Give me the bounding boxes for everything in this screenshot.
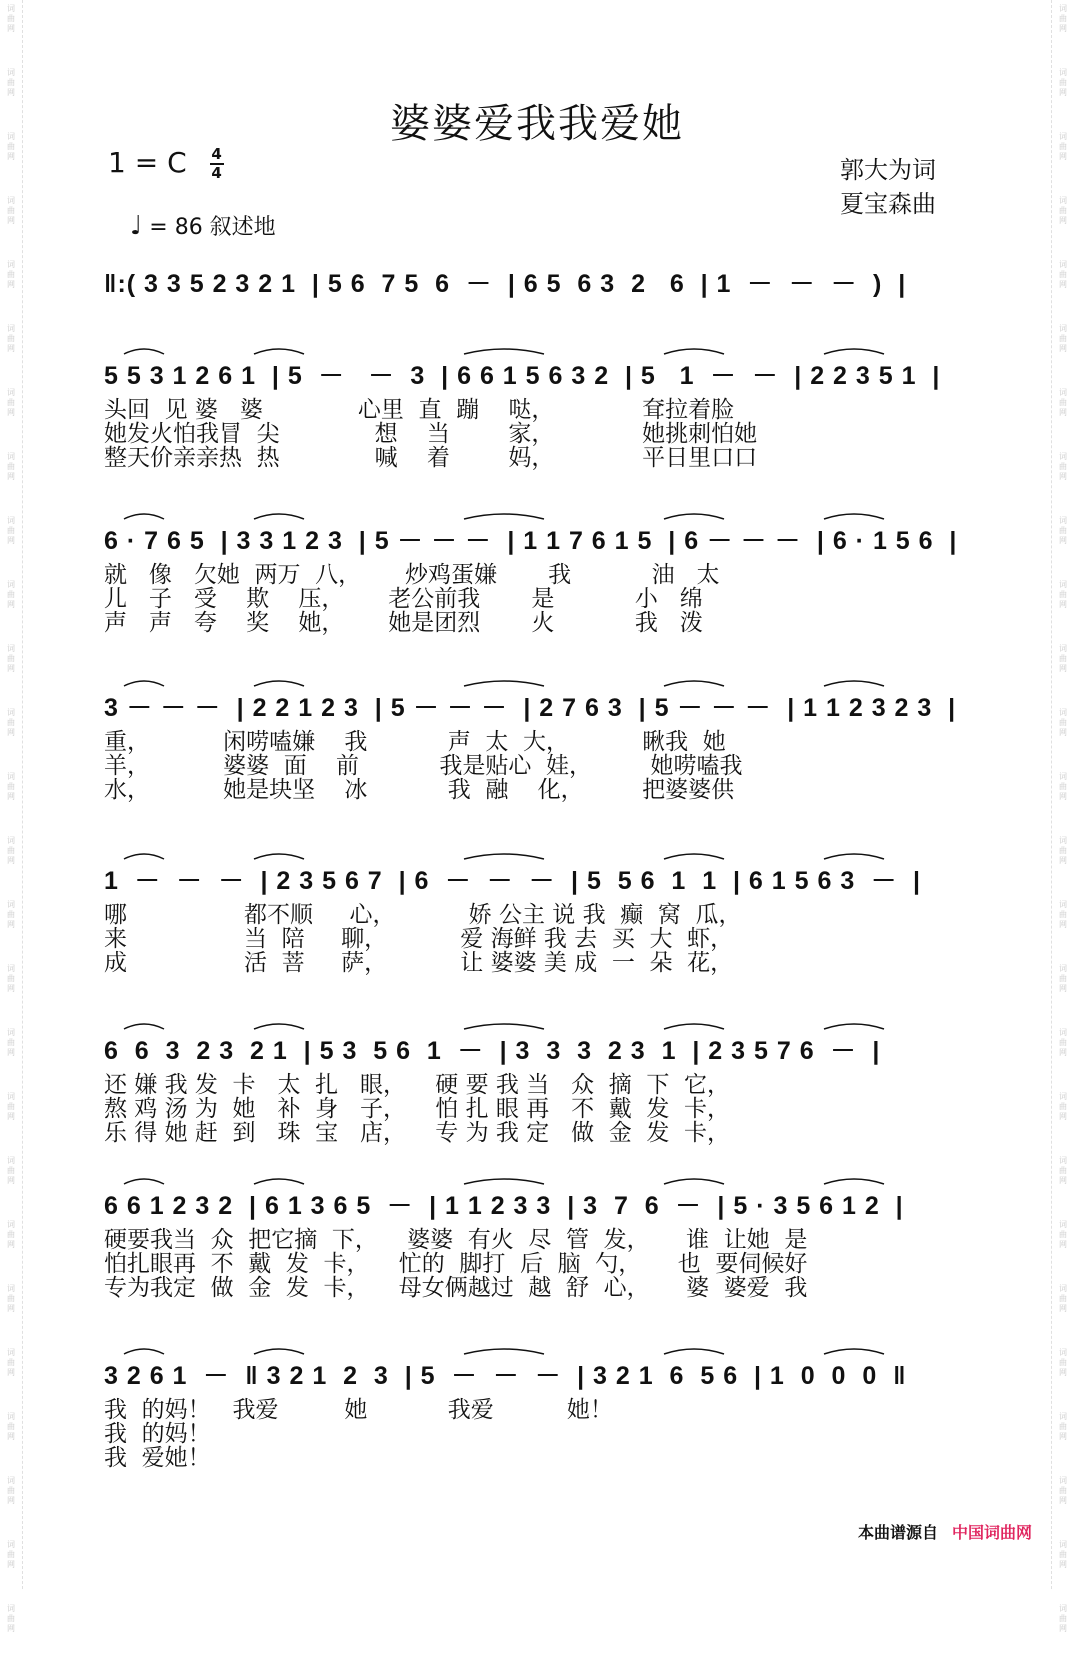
quarter-note-icon: ♩ — [130, 211, 143, 241]
slur-arc — [254, 681, 304, 686]
time-signature — [210, 147, 224, 181]
watermark-char: 网 — [7, 600, 15, 609]
slur-arc — [464, 349, 544, 354]
watermark-char: 曲 — [1059, 1486, 1067, 1495]
lyric-line: 羊， 婆婆 面 前 我是贴心 娃， 她唠嗑我 — [104, 753, 743, 779]
watermark-char: 曲 — [1059, 1422, 1067, 1431]
brand-link[interactable]: 中国词曲网 — [951, 1523, 1032, 1542]
watermark-char: 曲 — [1059, 78, 1067, 87]
watermark-char: 词 — [1059, 1028, 1067, 1037]
watermark-char: 词 — [1059, 1284, 1067, 1293]
watermark-char: 词 — [1059, 1156, 1067, 1165]
lyric-line: 声 声 夸 奖 她， 她是团烈 火 我 泼 — [104, 610, 703, 636]
watermark-char: 曲 — [1059, 206, 1067, 215]
left-border-line — [22, 0, 23, 1589]
lyric-line: 头回 见 婆 婆 心里 直 蹦 哒， 耷拉着脸 — [104, 397, 735, 423]
lyric-line: 她发火怕我冒 尖 想 当 家， 她挑刺怕她 — [104, 421, 758, 447]
jianpu-notes: 6 6 1 2 3 2 | 6 1 3 6 5 － | 1 1 2 3 3 | 3 7 6 － | 5 · 3 5 6 1 2 | — [104, 1192, 904, 1220]
watermark-char: 曲 — [7, 782, 15, 791]
watermark-char: 曲 — [1059, 1230, 1067, 1239]
watermark-char: 网 — [7, 664, 15, 673]
slur-arc — [824, 1179, 884, 1184]
watermark-char: 曲 — [7, 1294, 15, 1303]
watermark-char: 网 — [1059, 408, 1067, 417]
watermark-char: 词 — [7, 708, 15, 717]
watermark-char: 词 — [7, 1348, 15, 1357]
lyricist-credit: 郭大为词 — [840, 156, 936, 184]
lyric-line: 硬要我当 众 把它摘 下， 婆婆 有火 尽 管 发， 谁 让她 是 — [104, 1227, 808, 1253]
watermark-char: 曲 — [7, 462, 15, 471]
score-system — [104, 682, 970, 802]
watermark-char: 曲 — [7, 334, 15, 343]
slur-marks — [104, 849, 970, 861]
jianpu-notes: 6 · 7 6 5 | 3 3 1 2 3 | 5 － － － | 1 1 7 6 1 5 | 6 － － － | 6 · 1 5 6 | — [104, 527, 958, 555]
watermark-char: 曲 — [1059, 718, 1067, 727]
watermark-char: 网 — [7, 1368, 15, 1377]
slur-arc — [254, 1349, 304, 1354]
tempo-marking — [130, 210, 276, 241]
watermark-char: 词 — [1059, 1604, 1067, 1613]
watermark-char: 网 — [7, 1432, 15, 1441]
slur-marks — [104, 1344, 970, 1356]
slur-arc — [824, 854, 884, 859]
watermark-char: 词 — [1059, 196, 1067, 205]
slur-arc — [124, 514, 164, 519]
lyric-line: 来 当 陪 聊， 爱 海鲜 我 去 买 大 虾， — [104, 926, 734, 952]
slur-arc — [664, 854, 724, 859]
slur-arc — [824, 1024, 884, 1029]
watermark-char: 曲 — [1059, 1038, 1067, 1047]
watermark-char: 网 — [1059, 664, 1067, 673]
watermark-char: 曲 — [1059, 590, 1067, 599]
slur-arc — [124, 854, 164, 859]
slur-marks — [104, 1174, 970, 1186]
slur-arc — [824, 514, 884, 519]
lyrics-block — [104, 903, 970, 975]
watermark-char: 曲 — [7, 526, 15, 535]
watermark-char: 词 — [1059, 1412, 1067, 1421]
watermark-char: 网 — [7, 1304, 15, 1313]
source-label: 本曲谱源自 — [857, 1523, 938, 1542]
lyrics-block — [104, 730, 970, 802]
slur-arc — [664, 1179, 724, 1184]
watermark-char: 词 — [7, 580, 15, 589]
slur-arc — [824, 1349, 884, 1354]
lyric-line: 就 像 欠她 两万 八， 炒鸡蛋嫌 我 油 太 — [104, 562, 720, 588]
lyric-line: 专为我定 做 金 发 卡， 母女俩越过 越 舒 心， 婆 婆爱 我 — [104, 1275, 808, 1301]
watermark-char: 曲 — [7, 1486, 15, 1495]
watermark-char: 曲 — [1059, 782, 1067, 791]
notation-line — [104, 515, 970, 555]
watermark-char: 曲 — [1059, 1166, 1067, 1175]
watermark-char: 网 — [1059, 984, 1067, 993]
slur-arc — [124, 1024, 164, 1029]
notation-line — [104, 1025, 970, 1065]
slur-marks — [104, 509, 970, 521]
lyric-line: 我 的妈！ 我爱 她 我爱 她！ — [104, 1397, 613, 1423]
watermark-char: 曲 — [1059, 398, 1067, 407]
watermark-char: 曲 — [1059, 462, 1067, 471]
watermark-char: 词 — [1059, 324, 1067, 333]
watermark-char: 曲 — [7, 78, 15, 87]
watermark-char: 网 — [1059, 920, 1067, 929]
watermark-char: 曲 — [1059, 14, 1067, 23]
tempo-text: = 86 叙述地 — [149, 215, 276, 240]
lyrics-block — [104, 563, 970, 635]
slur-arc — [254, 1024, 304, 1029]
watermark-char: 词 — [1059, 580, 1067, 589]
time-signature-bottom: 4 — [211, 164, 222, 182]
watermark-char: 曲 — [1059, 1102, 1067, 1111]
slur-marks — [104, 676, 970, 688]
watermark-char: 曲 — [1059, 1294, 1067, 1303]
watermark-char: 词 — [1059, 260, 1067, 269]
watermark-char: 词 — [1059, 452, 1067, 461]
watermark-char: 词 — [1059, 132, 1067, 141]
slur-arc — [254, 1179, 304, 1184]
slur-arc — [254, 514, 304, 519]
watermark-char: 词 — [7, 1220, 15, 1229]
watermark-char: 曲 — [1059, 974, 1067, 983]
notation-line — [104, 350, 970, 390]
watermark-char: 词 — [7, 1412, 15, 1421]
watermark-char: 网 — [1059, 1304, 1067, 1313]
slur-arc — [464, 1024, 544, 1029]
watermark-char: 词 — [1059, 644, 1067, 653]
watermark-char: 曲 — [7, 398, 15, 407]
watermark-char: 网 — [1059, 1048, 1067, 1057]
lyric-line: 我 爱她！ — [104, 1445, 211, 1471]
slur-arc — [464, 1349, 544, 1354]
lyric-line: 乐 得 她 赶 到 珠 宝 店， 专 为 我 定 做 金 发 卡， — [104, 1120, 731, 1146]
watermark-char: 网 — [1059, 1240, 1067, 1249]
watermark-char: 网 — [7, 1176, 15, 1185]
watermark-char: 词 — [1059, 772, 1067, 781]
watermark-char: 网 — [7, 24, 15, 33]
watermark-char: 网 — [7, 1240, 15, 1249]
watermark-char: 词 — [7, 772, 15, 781]
watermark-char: 词 — [7, 1156, 15, 1165]
watermark-char: 曲 — [7, 1422, 15, 1431]
notation-line — [104, 1180, 970, 1220]
slur-marks — [104, 344, 970, 356]
lyric-line: 成 活 菩 萨， 让 婆婆 美 成 一 朵 花， — [104, 950, 734, 976]
notation-line — [104, 258, 970, 298]
watermark-char: 网 — [1059, 216, 1067, 225]
score-system — [104, 1025, 970, 1145]
score-system — [104, 258, 970, 306]
watermark-char: 曲 — [7, 14, 15, 23]
watermark-char: 曲 — [1059, 526, 1067, 535]
watermark-char: 曲 — [7, 1230, 15, 1239]
watermark-char: 网 — [1059, 24, 1067, 33]
watermark-char: 曲 — [7, 846, 15, 855]
watermark-char: 网 — [7, 1048, 15, 1057]
slur-arc — [464, 514, 544, 519]
watermark-char: 网 — [1059, 88, 1067, 97]
lyric-line: 熬 鸡 汤 为 她 补 身 子， 怕 扎 眼 再 不 戴 发 卡， — [104, 1096, 731, 1122]
watermark-char: 曲 — [7, 910, 15, 919]
watermark-char: 曲 — [1059, 334, 1067, 343]
time-signature-top: 4 — [211, 145, 222, 163]
watermark-char: 网 — [1059, 1368, 1067, 1377]
watermark-char: 网 — [1059, 856, 1067, 865]
lyrics-block — [104, 1228, 970, 1300]
watermark-char: 网 — [7, 1112, 15, 1121]
watermark-char: 网 — [1059, 1496, 1067, 1505]
watermark-char: 词 — [1059, 1476, 1067, 1485]
watermark-char: 曲 — [7, 270, 15, 279]
watermark-char: 网 — [7, 792, 15, 801]
watermark-char: 词 — [7, 964, 15, 973]
lyric-line: 还 嫌 我 发 卡 太 扎 眼， 硬 要 我 当 众 摘 下 它， — [104, 1072, 731, 1098]
score-system — [104, 515, 970, 635]
watermark-char: 网 — [1059, 1432, 1067, 1441]
watermark-char: 词 — [1059, 68, 1067, 77]
watermark-char: 词 — [1059, 4, 1067, 13]
lyric-line: 我 的妈！ — [104, 1421, 211, 1447]
slur-arc — [124, 681, 164, 686]
watermark-char: 网 — [1059, 1560, 1067, 1569]
watermark-char: 词 — [1059, 964, 1067, 973]
watermark-char: 词 — [7, 1028, 15, 1037]
jianpu-notes: 1 － － － | 2 3 5 6 7 | 6 － － － | 5 5 6 1 1 | 6 1 5 6 3 － | — [104, 867, 922, 895]
notation-line — [104, 682, 970, 722]
watermark-char: 网 — [7, 728, 15, 737]
slur-arc — [664, 514, 724, 519]
song-title: 婆婆爱我我爱她 — [390, 101, 684, 147]
watermark-char: 词 — [1059, 1092, 1067, 1101]
watermark-char: 词 — [7, 1476, 15, 1485]
lyric-line: 水， 她是块坚 冰 我 融 化， 把婆婆供 — [104, 777, 735, 803]
lyric-line: 怕扎眼再 不 戴 发 卡， 忙的 脚打 后 脑 勺， 也 要伺候好 — [104, 1251, 808, 1277]
watermark-char: 词 — [1059, 708, 1067, 717]
watermark-char: 曲 — [7, 654, 15, 663]
watermark-char: 词 — [7, 1604, 15, 1613]
watermark-char: 网 — [7, 344, 15, 353]
slur-arc — [464, 1179, 544, 1184]
jianpu-notes: 3 － － － | 2 2 1 2 3 | 5 － － － | 2 7 6 3 | 5 － － － | 1 1 2 3 2 3 | — [104, 694, 957, 722]
lyric-line: 整天价亲亲热 热 喊 着 妈， 平日里口口 — [104, 445, 758, 471]
watermark-char: 网 — [7, 1624, 15, 1633]
source-footer — [858, 1520, 1032, 1543]
score-system — [104, 855, 970, 975]
slur-arc — [664, 681, 724, 686]
watermark-char: 曲 — [1059, 142, 1067, 151]
slur-arc — [254, 854, 304, 859]
slur-arc — [124, 1349, 164, 1354]
watermark-char: 网 — [1059, 344, 1067, 353]
slur-arc — [124, 349, 164, 354]
watermark-char: 网 — [7, 856, 15, 865]
score-system — [104, 1350, 970, 1470]
slur-arc — [254, 349, 304, 354]
watermark-char: 词 — [7, 836, 15, 845]
slur-arc — [824, 681, 884, 686]
jianpu-notes: ‖:( 3 3 5 2 3 2 1 | 5 6 7 5 6 － | 6 5 6 3 2 6 | 1 － － － ) | — [104, 270, 907, 298]
slur-marks — [104, 1019, 970, 1031]
watermark-char: 网 — [7, 1496, 15, 1505]
watermark-char: 曲 — [1059, 1550, 1067, 1559]
watermark-char: 网 — [7, 408, 15, 417]
watermark-char: 曲 — [7, 1614, 15, 1623]
watermark-char: 词 — [7, 1540, 15, 1549]
watermark-char: 词 — [1059, 388, 1067, 397]
watermark-char: 网 — [7, 920, 15, 929]
score-system — [104, 1180, 970, 1300]
watermark-char: 网 — [7, 984, 15, 993]
watermark-char: 网 — [7, 280, 15, 289]
watermark-char: 网 — [7, 472, 15, 481]
watermark-char: 网 — [1059, 600, 1067, 609]
watermark-char: 网 — [7, 216, 15, 225]
watermark-char: 词 — [1059, 900, 1067, 909]
watermark-char: 网 — [1059, 1176, 1067, 1185]
watermark-char: 网 — [1059, 152, 1067, 161]
lyrics-block — [104, 1398, 970, 1470]
watermark-char: 曲 — [7, 1358, 15, 1367]
watermark-char: 网 — [1059, 792, 1067, 801]
watermark-char: 词 — [7, 196, 15, 205]
watermark-char: 曲 — [7, 1038, 15, 1047]
key-label: 1 = C — [108, 146, 187, 179]
watermark-char: 网 — [1059, 1624, 1067, 1633]
watermark-char: 词 — [1059, 1540, 1067, 1549]
score-system — [104, 350, 970, 470]
watermark-char: 网 — [1059, 728, 1067, 737]
slur-arc — [664, 1024, 724, 1029]
lyric-line: 儿 子 受 欺 压， 老公前我 是 小 绵 — [104, 586, 703, 612]
key-signature — [108, 146, 224, 181]
composer-credit: 夏宝森曲 — [840, 190, 936, 218]
lyrics-block — [104, 398, 970, 470]
watermark-char: 曲 — [7, 718, 15, 727]
watermark-char: 曲 — [1059, 1614, 1067, 1623]
watermark-char: 网 — [7, 1560, 15, 1569]
slur-arc — [664, 1349, 724, 1354]
slur-arc — [464, 854, 544, 859]
notation-line — [104, 855, 970, 895]
jianpu-notes: 3 2 6 1 － ‖ 3 2 1 2 3 | 5 － － － | 3 2 1 6 5 6 | 1 0 0 0 ‖ — [104, 1362, 907, 1390]
watermark-char: 曲 — [1059, 846, 1067, 855]
watermark-char: 曲 — [1059, 1358, 1067, 1367]
watermark-char: 曲 — [7, 1550, 15, 1559]
watermark-char: 词 — [7, 1092, 15, 1101]
watermark-char: 网 — [7, 152, 15, 161]
watermark-char: 曲 — [1059, 270, 1067, 279]
slur-marks — [104, 252, 970, 264]
watermark-char: 曲 — [7, 1166, 15, 1175]
watermark-char: 词 — [7, 260, 15, 269]
watermark-char: 词 — [1059, 1348, 1067, 1357]
watermark-char: 词 — [7, 324, 15, 333]
slur-arc — [464, 681, 544, 686]
lyric-line: 哪 都不顺 心， 娇 公主 说 我 癫 窝 瓜， — [104, 902, 742, 928]
slur-arc — [124, 1179, 164, 1184]
watermark-char: 词 — [7, 516, 15, 525]
watermark-char: 网 — [1059, 472, 1067, 481]
slur-arc — [664, 349, 724, 354]
watermark-char: 词 — [7, 132, 15, 141]
watermark-char: 词 — [7, 644, 15, 653]
watermark-char: 词 — [7, 1284, 15, 1293]
watermark-char: 曲 — [7, 1102, 15, 1111]
right-watermark-strip — [1052, 0, 1074, 1633]
watermark-char: 网 — [7, 536, 15, 545]
watermark-char: 词 — [7, 388, 15, 397]
lyrics-block — [104, 1073, 970, 1145]
watermark-char: 词 — [1059, 1220, 1067, 1229]
watermark-char: 网 — [7, 88, 15, 97]
watermark-char: 词 — [7, 452, 15, 461]
watermark-char: 词 — [7, 900, 15, 909]
watermark-char: 曲 — [1059, 654, 1067, 663]
watermark-char: 曲 — [1059, 910, 1067, 919]
watermark-char: 曲 — [7, 974, 15, 983]
watermark-char: 曲 — [7, 206, 15, 215]
watermark-char: 曲 — [7, 590, 15, 599]
watermark-char: 网 — [1059, 280, 1067, 289]
watermark-char: 词 — [1059, 516, 1067, 525]
slur-arc — [824, 349, 884, 354]
watermark-char: 词 — [7, 4, 15, 13]
jianpu-notes: 6 6 3 2 3 2 1 | 5 3 5 6 1 － | 3 3 3 2 3 1 | 2 3 5 7 6 － | — [104, 1037, 881, 1065]
jianpu-notes: 5 5 3 1 2 6 1 | 5 － － 3 | 6 6 1 5 6 3 2 | 5 1 － － | 2 2 3 5 1 | — [104, 362, 941, 390]
watermark-char: 词 — [7, 68, 15, 77]
left-watermark-strip — [0, 0, 22, 1633]
watermark-char: 曲 — [7, 142, 15, 151]
watermark-char: 网 — [1059, 1112, 1067, 1121]
notation-line — [104, 1350, 970, 1390]
lyric-line: 重， 闲唠嗑嫌 我 声 太 大， 瞅我 她 — [104, 729, 726, 755]
watermark-char: 网 — [1059, 536, 1067, 545]
watermark-char: 词 — [1059, 836, 1067, 845]
